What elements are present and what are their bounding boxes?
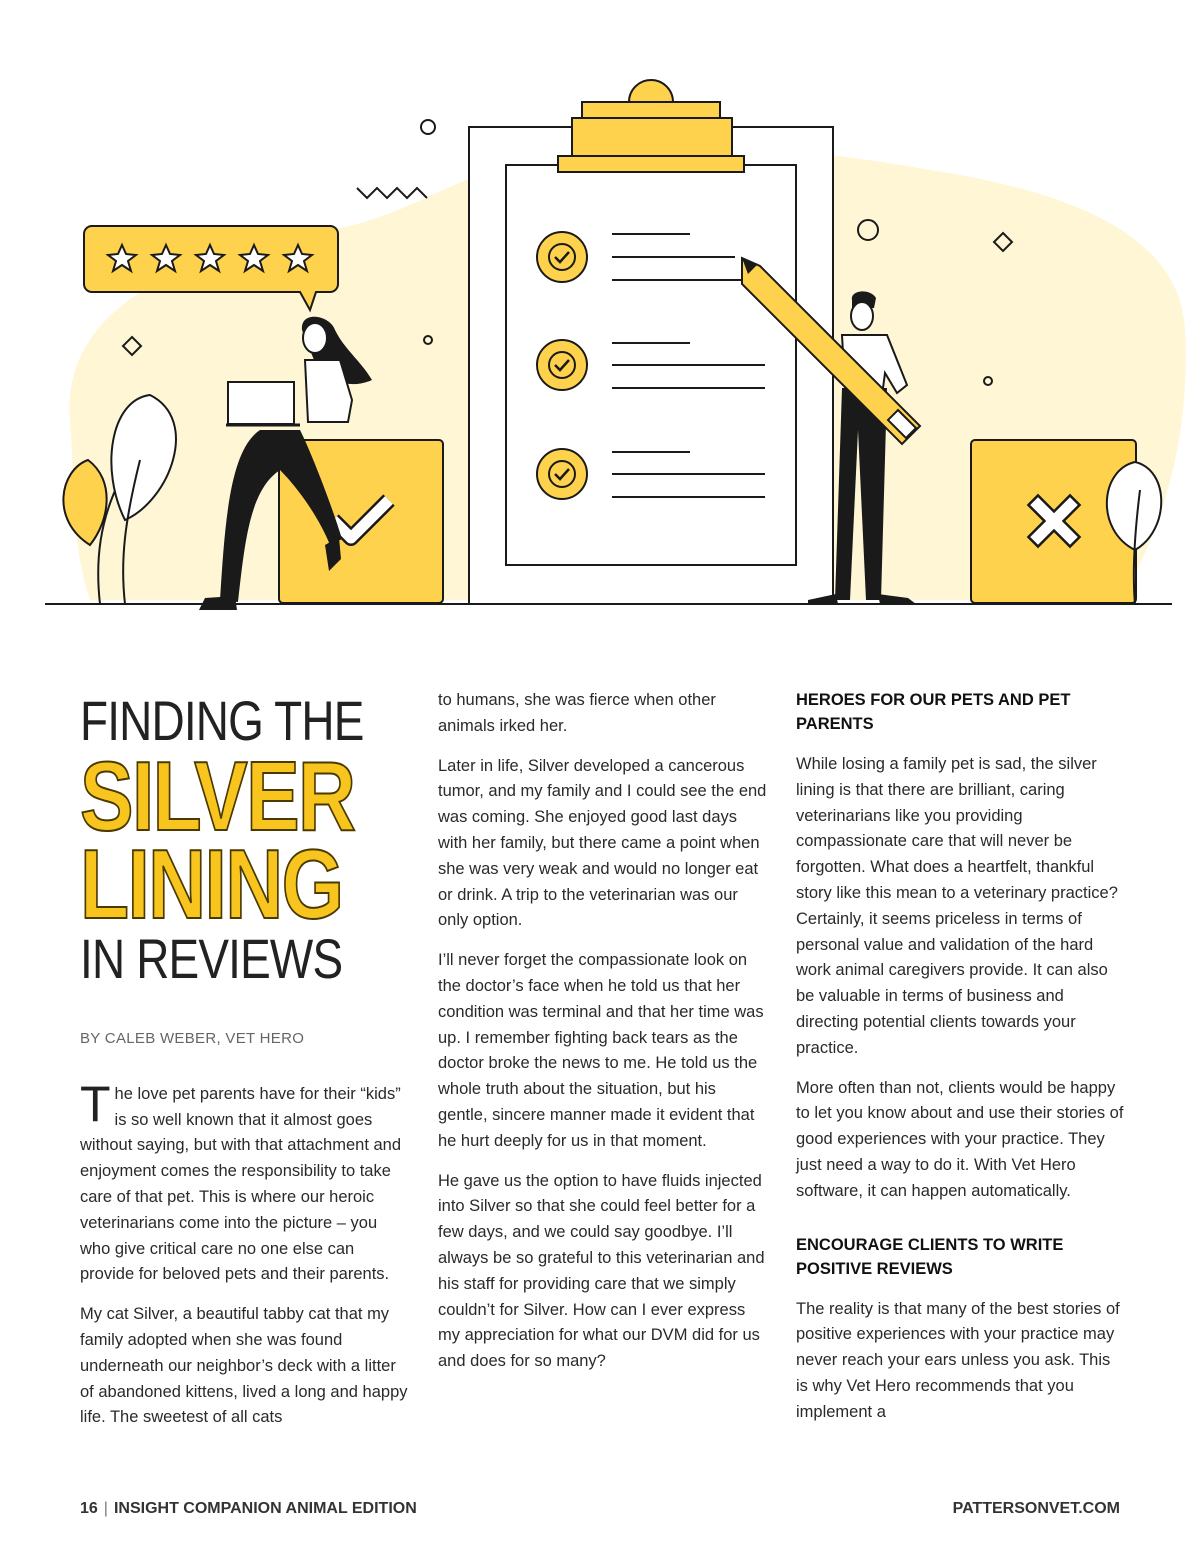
paragraph: Later in life, Silver developed a cancerous tumor, and my family and I could see the end was coming. She enjoyed good last days with her family, but there came a point when she was very weak and would no longer eat or drink. A trip to the veterinarian was our only option. (438, 756, 767, 930)
deco-zigzag-icon (357, 188, 427, 198)
paragraph: While losing a family pet is sad, the silver lining is that there are brilliant, caring veterinarians like you providing compassionate care that will never be forgotten. What does a heartfelt, thankful story like this mean to a veterinary practice? Certainly, it seems priceless in terms of personal value and validation of the hard work animal caregivers provide. It can also be valuable in terms of business and directing potential clients towards your practice. (796, 755, 1118, 1057)
title-top: FINDING THE (80, 689, 364, 752)
right-column (796, 688, 1126, 1440)
paragraph: to humans, she was fierce when other animals irked her. (438, 691, 716, 735)
section-heading: ENCOURAGE CLIENTS TO WRITE POSITIVE REVIEWS (796, 1235, 1064, 1278)
footer-separator: | (103, 1500, 108, 1517)
byline: BY CALEB WEBER, VET HERO (80, 1030, 305, 1047)
left-column (80, 690, 410, 1445)
section-heading: HEROES FOR OUR PETS AND PET PARENTS (796, 691, 1071, 733)
deco-circle-icon (421, 120, 435, 134)
website-link: PATTERSONVET.COM (952, 1500, 1120, 1517)
title-bottom: IN REVIEWS (80, 927, 343, 990)
footer-left (80, 1500, 417, 1518)
drop-cap: T (80, 1075, 111, 1132)
paragraph: He gave us the option to have fluids injected into Silver so that she could feel better for a few days, and we could say goodbye. I’ll always be so grateful to this veterinarian and his staff for providing care that we simply couldn’t for Silver. How can I ever express my appreciation for what our DVM did for us and does for so many? (438, 1171, 765, 1371)
paragraph: More often than not, clients would be happy to let you know about and use their stories of good experiences with your practice. They just need a way to do it. With Vet Hero software, it can happen automatically. (796, 1078, 1124, 1200)
middle-column (438, 688, 768, 1389)
page-footer (80, 1500, 1120, 1526)
intro-paragraph (80, 1075, 410, 1288)
paragraph: The reality is that many of the best stories of positive experiences with your practice may never reach your ears unless you ask. This is why Vet Hero recommends that you implement a (796, 1299, 1120, 1421)
article-title (80, 690, 410, 990)
header-illustration (0, 0, 1200, 620)
paragraph: I’ll never forget the compassionate look on the doctor’s face when he told us that her condition was terminal and that her time was up. I remember fighting back tears as the doctor broke the news to me. He told us the whole truth about the situation, but his gentle, sincere manner made it evident that he hurt deeply for us in that moment. (438, 951, 764, 1150)
intro-text: he love pet parents have for their “kids” is so well known that it almost goes without saying, but with that attachment and enjoyment comes the responsibility to take care of that pet. This is where our heroic veterinarians come into the picture – you who give critical care no one else can provide for beloved pets and their parents. (80, 1084, 402, 1284)
publication-name: INSIGHT COMPANION ANIMAL EDITION (113, 1500, 417, 1517)
title-word-lining: LINING (80, 829, 343, 939)
title-word-silver: SILVER (80, 741, 355, 851)
page-number: 16 (80, 1500, 98, 1517)
paragraph: My cat Silver, a beautiful tabby cat that my family adopted when she was found underneath our neighbor’s deck with a litter of abandoned kittens, lived a long and happy life. The sweetest of all cats (80, 1305, 408, 1427)
